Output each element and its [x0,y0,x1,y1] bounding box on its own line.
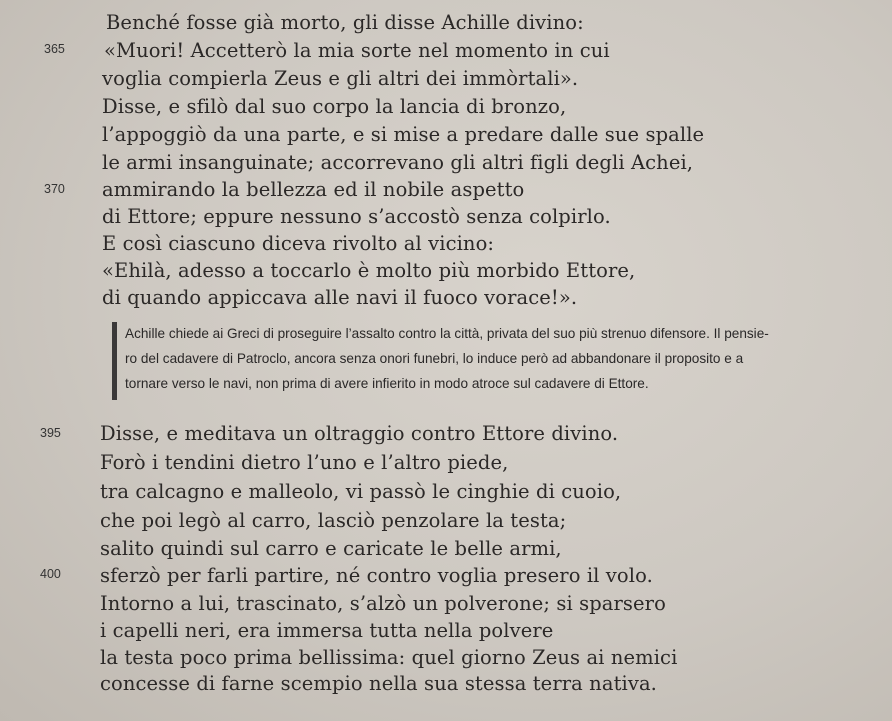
verse-line: voglia compierla Zeus e gli altri dei immòrtali». [102,67,579,90]
verse-line: ammirando la bellezza ed il nobile aspetto [102,178,525,201]
verse-line: che poi legò al carro, lasciò penzolare la testa; [100,509,567,532]
verse-line: Benché fosse già morto, gli disse Achille divino: [106,11,584,34]
summary-line: Achille chiede ai Greci di proseguire l’assalto contro la città, privata del suo più strenuo difensore. Il pensie- [125,326,769,341]
verse-number: 400 [40,567,61,581]
verse-line: Disse, e meditava un oltraggio contro Ettore divino. [100,422,619,445]
verse-number: 370 [44,182,65,196]
verse-line: la testa poco prima bellissima: quel giorno Zeus ai nemici [100,646,678,669]
verse-line: E così ciascuno diceva rivolto al vicino: [102,232,495,255]
summary-marker-bar [112,322,117,400]
verse-line: sferzò per farli partire, né contro voglia presero il volo. [100,564,653,587]
verse-line: concesse di farne scempio nella sua stessa terra nativa. [100,672,657,695]
verse-line: Disse, e sfilò dal suo corpo la lancia di bronzo, [102,95,567,118]
verse-number: 395 [40,426,61,440]
verse-line: «Ehilà, adesso a toccarlo è molto più morbido Ettore, [102,259,636,282]
verse-line: le armi insanguinate; accorrevano gli altri figli degli Achei, [102,151,694,174]
verse-number: 365 [44,42,65,56]
verse-line: tra calcagno e malleolo, vi passò le cinghie di cuoio, [100,480,622,503]
verse-line: di Ettore; eppure nessuno s’accostò senza colpirlo. [102,205,611,228]
verse-line: salito quindi sul carro e caricate le belle armi, [100,537,562,560]
verse-line: Intorno a lui, trascinato, s’alzò un polverone; si sparsero [100,592,666,615]
verse-line: di quando appiccava alle navi il fuoco vorace!». [102,286,578,309]
summary-line: ro del cadavere di Patroclo, ancora senza onori funebri, lo induce però ad abbandonare il proposito e a [125,351,744,366]
summary-line: tornare verso le navi, non prima di avere infierito in modo atroce sul cadavere di Ettore. [125,376,649,391]
verse-line: l’appoggiò da una parte, e si mise a predare dalle sue spalle [102,123,705,146]
verse-line: i capelli neri, era immersa tutta nella polvere [100,619,554,642]
verse-line: Forò i tendini dietro l’uno e l’altro piede, [100,451,509,474]
verse-line: «Muori! Accetterò la mia sorte nel momento in cui [104,39,610,62]
